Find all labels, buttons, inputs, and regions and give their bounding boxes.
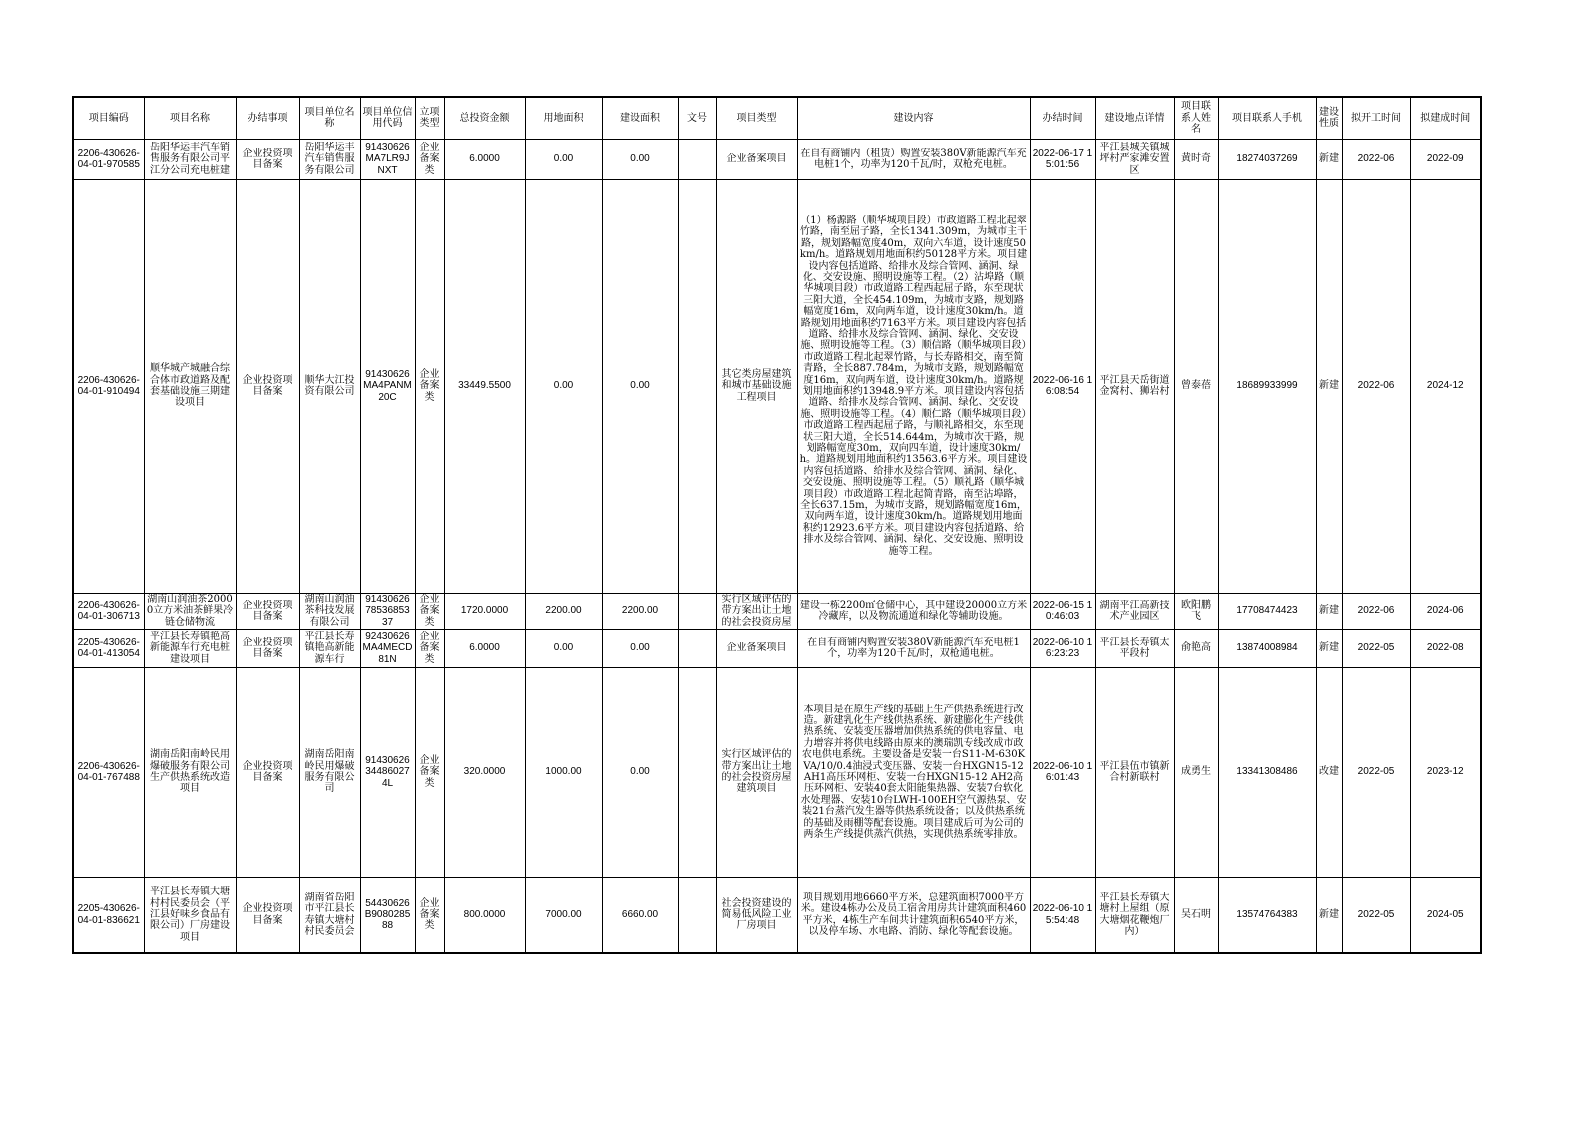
cell-docno	[678, 629, 716, 667]
cell-end: 2022-09	[1410, 139, 1481, 179]
cell-start: 2022-05	[1342, 877, 1410, 953]
cell-content-text: 建设一栋2200㎡仓储中心，其中建设20000立方米冷藏库，以及物流通道和绿化等辅助设施。	[799, 599, 1028, 622]
col-header-code: 项目编码	[73, 97, 144, 139]
cell-matter-text: 企业投资项目备案	[242, 147, 293, 170]
cell-place: 平江县天岳街道金窝村、狮岩村	[1095, 179, 1174, 593]
cell-code: 2205-430626-04-01-836621	[73, 877, 144, 953]
cell-type	[415, 139, 444, 179]
cell-invest: 6.0000	[444, 629, 525, 667]
cell-place-text: 平江县长寿镇太平段村	[1099, 636, 1170, 659]
cell-start: 2022-06	[1342, 139, 1410, 179]
cell-start: 2022-06	[1342, 179, 1410, 593]
cell-unit	[299, 139, 360, 179]
cell-docno	[678, 877, 716, 953]
cell-place: 平江县伍市镇新合村新联村	[1095, 667, 1174, 877]
cell-nature: 新建	[1316, 593, 1342, 629]
cell-name	[144, 139, 236, 179]
cell-invest: 33449.5500	[444, 179, 525, 593]
col-header-place: 建设地点详情	[1095, 97, 1174, 139]
cell-contact: 欧阳鹏飞	[1174, 593, 1218, 629]
cell-contact: 俞艳高	[1174, 629, 1218, 667]
cell-unit	[299, 629, 360, 667]
cell-code-text: 2206-430626-04-01-306713	[77, 599, 140, 622]
cell-start: 2022-05	[1342, 629, 1410, 667]
cell-phone: 13874008984	[1218, 629, 1316, 667]
cell-credit: 54430626B908028588	[360, 877, 415, 953]
cell-nature: 新建	[1316, 139, 1342, 179]
cell-invest: 1720.0000	[444, 593, 525, 629]
table-row	[73, 139, 1481, 179]
cell-docno	[678, 139, 716, 179]
cell-docno	[678, 667, 716, 877]
cell-code: 2206-430626-04-01-910494	[73, 179, 144, 593]
cell-ptype	[716, 629, 797, 667]
cell-name: 顺华城产城融合综合体市政道路及配套基础设施三期建设项目	[144, 179, 236, 593]
cell-credit	[360, 629, 415, 667]
cell-place-text: 平江县长寿镇大塘村上屋组（原大塘烟花鞭炮厂内）	[1099, 891, 1170, 938]
col-header-credit: 项目单位信用代码	[360, 97, 415, 139]
cell-name-text: 湖南山润油茶20000立方米油茶鲜果冷链仓储物流	[146, 593, 234, 628]
cell-type-text: 企业备案类	[419, 593, 440, 628]
cell-build: 0.00	[602, 667, 678, 877]
cell-land: 0.00	[525, 179, 602, 593]
cell-land: 0.00	[525, 139, 602, 179]
cell-content	[797, 629, 1030, 667]
cell-ptype	[716, 139, 797, 179]
cell-matter: 企业投资项目备案	[236, 667, 299, 877]
cell-nature: 改建	[1316, 667, 1342, 877]
cell-credit	[360, 139, 415, 179]
cell-nature: 新建	[1316, 179, 1342, 593]
project-filing-table	[72, 96, 1482, 954]
cell-end: 2024-12	[1410, 179, 1481, 593]
cell-type	[415, 629, 444, 667]
cell-matter	[236, 629, 299, 667]
cell-unit-text: 岳阳华运丰汽车销售服务有限公司	[304, 141, 355, 176]
cell-phone: 18689933999	[1218, 179, 1316, 593]
col-header-matter: 办结事项	[236, 97, 299, 139]
cell-code-text: 2206-430626-04-01-970585	[77, 147, 140, 170]
cell-invest: 320.0000	[444, 667, 525, 877]
col-header-content: 建设内容	[797, 97, 1030, 139]
col-header-contact: 项目联系人姓名	[1174, 97, 1218, 139]
cell-code: 2206-430626-04-01-767488	[73, 667, 144, 877]
table-row	[73, 629, 1481, 667]
cell-unit	[299, 877, 360, 953]
cell-credit: 91430626MA4PANM20C	[360, 179, 415, 593]
cell-build: 6660.00	[602, 877, 678, 953]
cell-unit-text: 湖南山润油茶科技发展有限公司	[304, 593, 355, 628]
cell-type: 企业备案类	[415, 179, 444, 593]
col-header-start: 拟开工时间	[1342, 97, 1410, 139]
header-row	[73, 97, 1481, 139]
cell-code	[73, 629, 144, 667]
cell-type	[415, 593, 444, 629]
cell-type-text: 企业备案类	[419, 141, 440, 176]
cell-phone: 18274037269	[1218, 139, 1316, 179]
cell-name: 湖南岳阳南岭民用爆破服务有限公司生产供热系统改造项目	[144, 667, 236, 877]
cell-matter: 企业投资项目备案	[236, 179, 299, 593]
cell-credit	[360, 593, 415, 629]
cell-content	[797, 139, 1030, 179]
col-header-type: 立项类型	[415, 97, 444, 139]
cell-unit-text: 湖南省岳阳市平江县长寿镇大塘村村民委员会	[304, 891, 355, 938]
cell-phone: 13341308486	[1218, 667, 1316, 877]
cell-land: 1000.00	[525, 667, 602, 877]
cell-place	[1095, 877, 1174, 953]
table-row	[73, 179, 1481, 593]
cell-end: 2023-12	[1410, 667, 1481, 877]
cell-land: 0.00	[525, 629, 602, 667]
cell-end: 2024-06	[1410, 593, 1481, 629]
cell-end: 2024-05	[1410, 877, 1481, 953]
col-header-phone: 项目联系人手机	[1218, 97, 1316, 139]
cell-credit-text: 91430626MA7LR9JNXT	[365, 141, 410, 176]
cell-build: 2200.00	[602, 593, 678, 629]
cell-type-text: 企业备案类	[419, 630, 440, 665]
cell-unit	[299, 593, 360, 629]
table-row	[73, 667, 1481, 877]
table-row	[73, 593, 1481, 629]
cell-land: 2200.00	[525, 593, 602, 629]
cell-matter: 企业投资项目备案	[236, 877, 299, 953]
cell-docno	[678, 593, 716, 629]
cell-matter	[236, 593, 299, 629]
col-header-name: 项目名称	[144, 97, 236, 139]
cell-place-text: 湖南平江高新技术产业园区	[1099, 599, 1170, 622]
cell-code-text: 2205-430626-04-01-413054	[77, 636, 140, 659]
cell-credit: 9143062634486027 4L	[360, 667, 415, 877]
cell-name	[144, 593, 236, 629]
col-header-invest: 总投资金额	[444, 97, 525, 139]
cell-nature: 新建	[1316, 877, 1342, 953]
cell-matter-text: 企业投资项目备案	[242, 636, 293, 659]
cell-time: 2022-06-16 16:08:54	[1030, 179, 1095, 593]
cell-place	[1095, 629, 1174, 667]
cell-contact: 吴石明	[1174, 877, 1218, 953]
col-header-unit: 项目单位名称	[299, 97, 360, 139]
cell-content-text: 项目规划用地6660平方米，总建筑面积7000平方米。建设4栋办公及员工宿舍用房共计建筑面积460平方米，4栋生产车间共计建筑面积6540平方米，以及停车场、水电路、消防、绿化等配套设施。	[800, 891, 1027, 938]
cell-invest: 6.0000	[444, 139, 525, 179]
cell-unit: 顺华大江投资有限公司	[299, 179, 360, 593]
cell-content	[797, 877, 1030, 953]
cell-contact: 曾泰蓓	[1174, 179, 1218, 593]
col-header-time: 办结时间	[1030, 97, 1095, 139]
cell-ptype: 其它类房屋建筑和城市基础设施工程项目	[716, 179, 797, 593]
cell-unit: 湖南岳阳南岭民用爆破服务有限公司	[299, 667, 360, 877]
col-header-build: 建设面积	[602, 97, 678, 139]
col-header-docno: 文号	[678, 97, 716, 139]
cell-matter	[236, 139, 299, 179]
cell-nature: 新建	[1316, 629, 1342, 667]
col-header-land: 用地面积	[525, 97, 602, 139]
cell-time: 2022-06-15 10:46:03	[1030, 593, 1095, 629]
cell-ptype: 社会投资建设的简易低风险工业厂房项目	[716, 877, 797, 953]
cell-land: 7000.00	[525, 877, 602, 953]
cell-ptype: 实行区域评估的带方案出让土地的社会投资房屋建筑项目	[716, 667, 797, 877]
cell-name	[144, 877, 236, 953]
cell-content-text: 本项目是在原生产线的基础上生产供热系统进行改造。新建乳化生产线供热系统、新建膨化生产线供热系统、安装变压器增加供热系统的供电容量、电力增容并将供电线路由原来的澳瑞凯专线改成市政农电供电系统。主要设备是安装一台S11-M-630KVA/10/0.4油浸式变压器、安装一台HXGN15-12 AH1高压环网柜、安装一台HXGN15-12 AH2高压环网柜、安装40套太阳能集热器、安装7台软化水处理器、安装10台LWH-100EH空气源热泵、安装21台蒸汽发生器等供热系统设备；以及供热系统的基础及雨棚等配套设施。项目建成后可为公司的两条生产线提供蒸汽供热，实现供热系统零排放。	[800, 703, 1027, 841]
cell-code	[73, 593, 144, 629]
table-row	[73, 877, 1481, 953]
col-header-ptype: 项目类型	[716, 97, 797, 139]
cell-place	[1095, 593, 1174, 629]
cell-content-text: （1）杨源路（顺华城项目段）市政道路工程北起翠竹路，南至屈子路，全长1341.309m，为城市主干路，规划路幅宽度40m，双向六车道，设计速度50km/h。道路规划用地面积约50128平方米。项目建设内容包括道路、给排水及综合管网、涵洞、绿化、交安设施、照明设施等工程。（2）沾埠路（顺华城项目段）市政道路工程西起屈子路，东至现状三阳大道，全长454.109m，为城市支路，规划路幅宽度16m，双向两车道，设计速度30km/h。道路规划用地面积约7163平方米。项目建设内容包括道路、给排水及综合管网、涵洞、绿化、交安设施、照明设施等工程。（3）顺信路（顺华城项目段）市政道路工程北起翠竹路，与长寿路相交，南至简青路，全长887.784m，为城市支路，规划路幅宽度16m，双向两车道，设计速度30km/h。道路规划用地面积约13948.9平方米。项目建设内容包括道路、给排水及综合管网、涵洞、绿化、交安设施、照明设施等工程。（4）顺仁路（顺华城项目段）市政道路工程西起屈子路，与顺礼路相交，东至现状三阳大道，全长514.644m，为城市次干路，规划路幅宽度30m，双向四车道，设计速度30km/h。道路规划用地面积约13563.6平方米。项目建设内容包括道路、给排水及综合管网、涵洞、绿化、交安设施、照明设施等工程。（5）顺礼路（顺华城项目段）市政道路工程北起简青路，南至沾埠路，全长637.15m，为城市支路，规划路幅宽度16m，双向两车道，设计速度30km/h。道路规划用地面积约12923.6平方米。项目建设内容包括道路、给排水及综合管网、涵洞、绿化、交安设施、照明设施等工程。	[799, 214, 1028, 557]
cell-time: 2022-06-10 16:23:23	[1030, 629, 1095, 667]
cell-type: 企业备案类	[415, 667, 444, 877]
cell-matter-text: 企业投资项目备案	[242, 599, 293, 622]
cell-content	[797, 593, 1030, 629]
cell-phone: 17708474423	[1218, 593, 1316, 629]
cell-contact: 黄时奇	[1174, 139, 1218, 179]
cell-invest: 800.0000	[444, 877, 525, 953]
cell-content	[797, 667, 1030, 877]
cell-content-text: 在自有商铺内购置安装380V新能源汽车充电桩1个，功率为120千瓦/时，双枪通电桩。	[807, 636, 1020, 659]
cell-docno	[678, 179, 716, 593]
cell-credit-text: 92430626MA4MECD81N	[362, 630, 413, 665]
cell-time: 2022-06-17 15:01:56	[1030, 139, 1095, 179]
cell-content	[797, 179, 1030, 593]
cell-ptype-text: 企业备案项目	[726, 153, 787, 165]
cell-type: 企业备案类	[415, 877, 444, 953]
cell-end: 2022-08	[1410, 629, 1481, 667]
cell-contact: 成勇生	[1174, 667, 1218, 877]
cell-credit-text: 914306267853685337	[365, 593, 410, 628]
cell-start: 2022-05	[1342, 667, 1410, 877]
cell-code	[73, 139, 144, 179]
cell-name-text: 平江县长寿镇艳高新能源车行充电桩建设项目	[150, 630, 230, 665]
cell-time: 2022-06-10 15:54:48	[1030, 877, 1095, 953]
cell-name-text: 岳阳华运丰汽车销售服务有限公司平江分公司充电桩建	[150, 141, 230, 176]
cell-start: 2022-06	[1342, 593, 1410, 629]
cell-build: 0.00	[602, 629, 678, 667]
cell-phone: 13574764383	[1218, 877, 1316, 953]
cell-ptype-text: 企业备案项目	[726, 642, 787, 654]
cell-place	[1095, 139, 1174, 179]
cell-ptype-text: 实行区域评估的带方案出让土地的社会投资房屋	[721, 593, 792, 628]
col-header-nature: 建设性质	[1316, 97, 1342, 139]
cell-time: 2022-06-10 16:01:43	[1030, 667, 1095, 877]
col-header-end: 拟建成时间	[1410, 97, 1481, 139]
cell-content-text: 在自有商铺内（租赁）购置安装380V新能源汽车充电桩1个，功率为120千瓦/时，双枪充电桩。	[800, 147, 1027, 170]
cell-name-text: 平江县长寿镇大塘村村民委员会（平江县好味乡食品有限公司）厂房建设项目	[150, 886, 230, 943]
cell-unit-text: 平江县长寿镇艳高新能源车行	[304, 630, 355, 665]
cell-name	[144, 629, 236, 667]
cell-ptype	[716, 593, 797, 629]
cell-build: 0.00	[602, 179, 678, 593]
cell-build: 0.00	[602, 139, 678, 179]
cell-place-text: 平江县城关镇城坪村严家滩安置区	[1099, 141, 1170, 176]
